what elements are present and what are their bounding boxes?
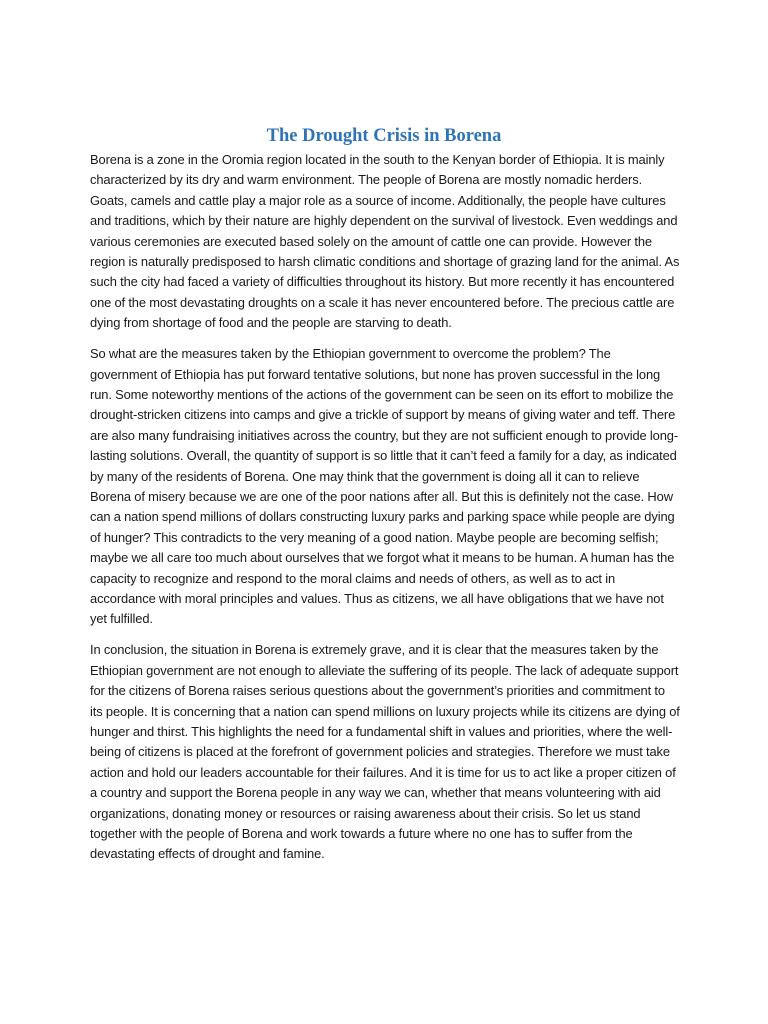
document-title: The Drought Crisis in Borena [266,126,502,146]
paragraph-government-measures: So what are the measures taken by the Ethiopian government to overcome the problem? The government of Ethiopia has put forward tentative solutions, but none has proven successful in the long run. Some noteworthy mentions of the actions of the government can be seen on its effort to mobilize the drought-stricken citizens into camps and give a trickle of support by means of giving water and teff. There are also many fundraising initiatives across the country, but they are not sufficient enough to provide long-lasting solutions. Overall, the quantity of support is so little that it can’t feed a family for a day, as indicated by many of the residents of Borena. One may think that the government is doing all it can to relieve Borena of misery because we are one of the poor nations after all. But this is definitely not the case. How can a nation spend millions of dollars constructing luxury parks and parking space while people are dying of hunger? This contradicts to the very meaning of a good nation. Maybe people are becoming selfish; maybe we all care too much about ourselves that we forgot what it means to be human. A human has the capacity to recognize and respond to the moral claims and needs of others, as well as to act in accordance with moral principles and values. Thus as citizens, we all have obligations that we have not yet fulfilled. [90,346,679,627]
paragraph-conclusion: In conclusion, the situation in Borena is extremely grave, and it is clear that the measures taken by the Ethiopian government are not enough to alleviate the suffering of its people. The lack of adequate support for the citizens of Borena raises serious questions about the government’s priorities and commitment to its people. It is concerning that a nation can spend millions on luxury projects while its citizens are dying of hunger and thirst. This highlights the need for a fundamental shift in values and priorities, where the well-being of citizens is placed at the forefront of government policies and strategies. Therefore we must take action and hold our leaders accountable for their failures. And it is time for us to act like a proper citizen of a country and support the Borena people in any way we can, whether that means volunteering with aid organizations, donating money or resources or raising awareness about their crisis. So let us stand together with the people of Borena and work towards a future where no one has to suffer from the devastating effects of drought and famine. [90,642,680,862]
document-body [90,150,680,875]
paragraph-introduction: Borena is a zone in the Oromia region located in the south to the Kenyan border of Ethiopia. It is mainly characterized by its dry and warm environment. The people of Borena are mostly nomadic herders. Goats, camels and cattle play a major role as a source of income. Additionally, the people have cultures and traditions, which by their nature are highly dependent on the survival of livestock. Even weddings and various ceremonies are executed based solely on the amount of cattle one can provide. However the region is naturally predisposed to harsh climatic conditions and shortage of grazing land for the animal. As such the city had faced a variety of difficulties throughout its history. But more recently it has encountered one of the most devastating droughts on a scale it has never encountered before. The precious cattle are dying from shortage of food and the people are starving to death. [90,152,680,331]
